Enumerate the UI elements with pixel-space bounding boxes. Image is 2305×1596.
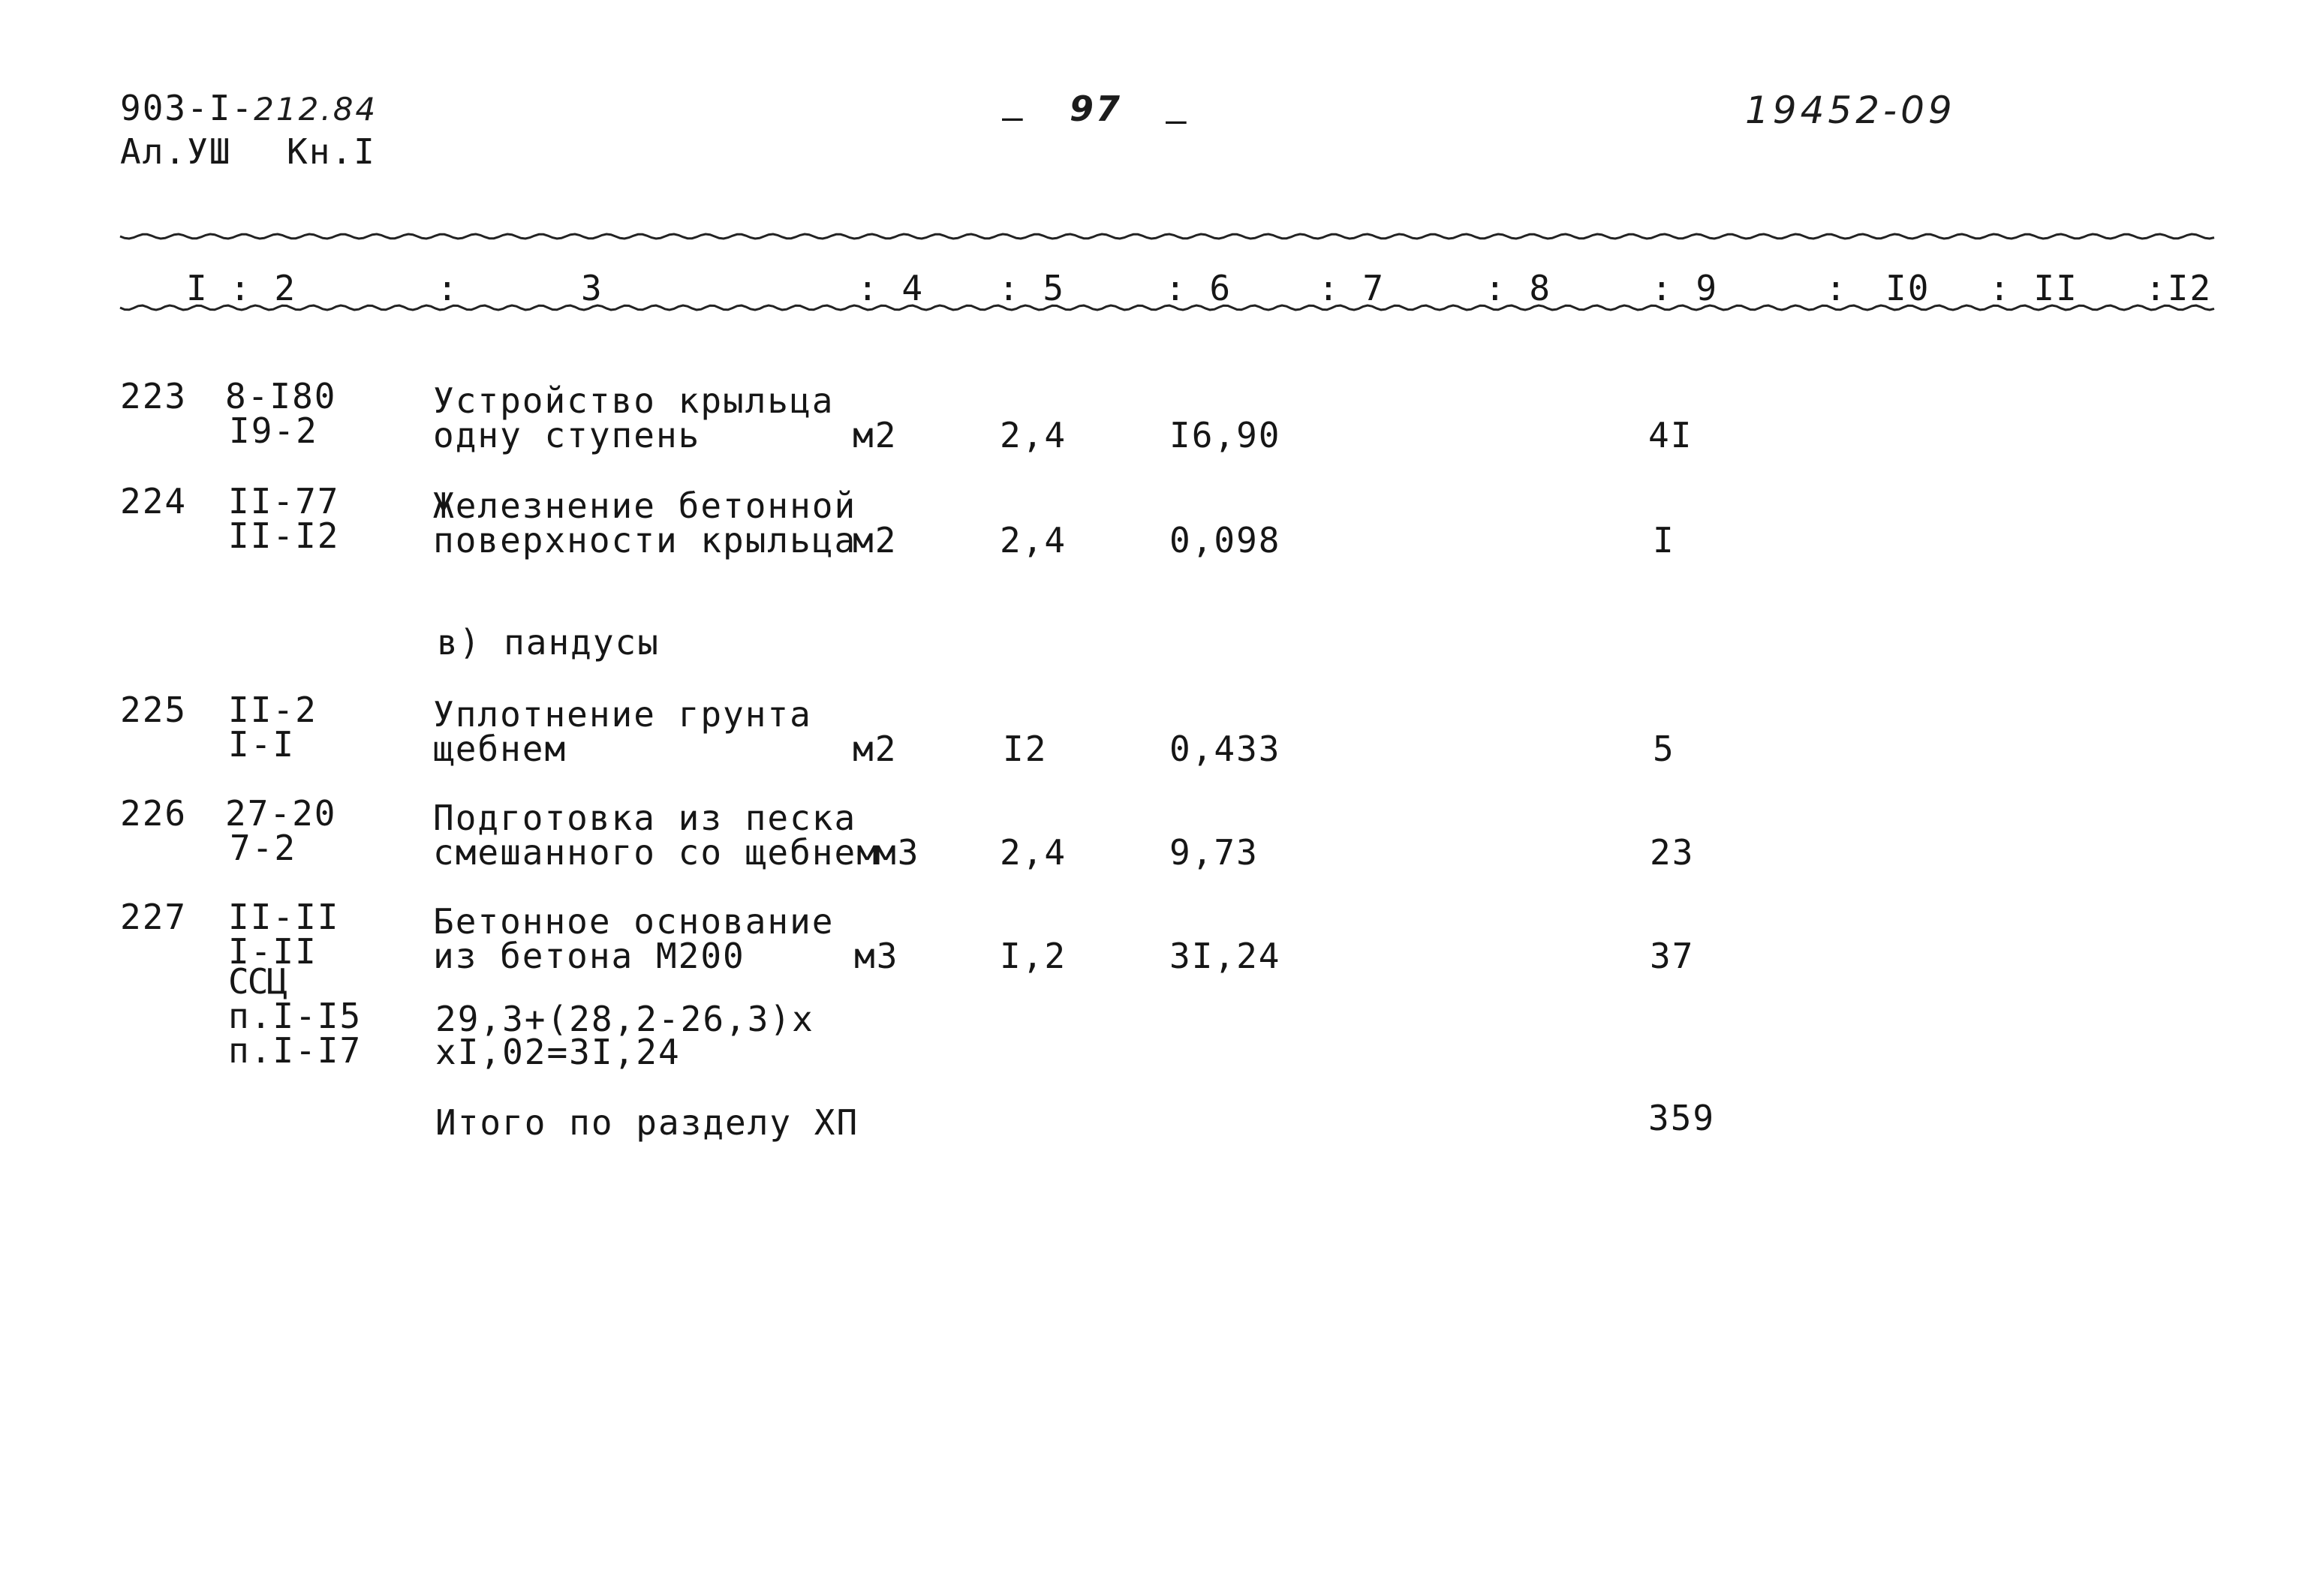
work-description: поверхности крыльца [433,520,857,561]
column-header-label: I [186,268,209,308]
unit-price: 0,433 [1169,729,1281,769]
quantity: I,2 [1000,936,1067,976]
unit-price: 0,098 [1169,520,1281,561]
total-cost: I [1653,520,1675,561]
work-description: одну ступень [433,415,701,455]
work-description: Бетонное основание [433,901,835,942]
norm-code: п.I-I5 [228,996,363,1036]
summary-total: 359 [1648,1098,1716,1138]
norm-code: п.I-I7 [228,1030,363,1071]
norm-code: ССЦ [228,961,287,1002]
norm-code: 7-2 [230,828,297,868]
page-number-dash-left: – [1002,97,1025,137]
top-rule [0,225,2305,248]
unit: м3 [875,832,920,873]
quantity: 2,4 [1000,520,1067,561]
unit-price: 9,73 [1169,832,1259,873]
column-header-label: : 7 [1318,268,1386,308]
page-number: 97 [1070,89,1123,129]
norm-code: II-2 [228,690,317,730]
row-number: 226 [120,793,188,834]
page-number-dash-right: – [1166,100,1188,140]
work-description: щебнем [433,729,567,769]
column-header-label: : 5 [998,268,1066,308]
norm-code: 8-I80 [225,376,337,416]
column-header-label: : 6 [1165,268,1232,308]
norm-code: I9-2 [229,410,318,451]
column-header-label: : 2 [230,268,297,308]
calculation-note: хI,02=3I,24 [435,1032,681,1072]
document-code-handwritten: 212.84 [254,91,378,128]
work-description: Подготовка из песка [433,798,857,838]
total-cost: 23 [1650,832,1695,873]
total-cost: 4I [1648,415,1693,455]
norm-code: II-I2 [228,515,340,556]
unit: м2 [853,520,898,561]
summary-label: Итого по разделу ХП [435,1102,859,1143]
row-number: 225 [120,690,188,730]
header-bottom-rule [0,299,2305,321]
norm-code: II-77 [228,481,340,521]
unit: м2 [853,729,898,769]
archive-number: 19452-09 [1745,89,1956,132]
column-header-label: I0 [1885,268,1930,308]
column-header-label: : [1825,268,1848,308]
work-description: Железнение бетонной [433,485,857,526]
column-header-label: : 8 [1485,268,1552,308]
unit: м3 [854,936,899,976]
total-cost: 5 [1653,729,1675,769]
subsection-heading: в) пандусы [437,622,660,663]
column-header-label: : II [1989,268,2078,308]
norm-code: I-I [228,724,296,765]
unit-price: 3I,24 [1169,936,1281,976]
norm-code: II-II [228,897,340,937]
work-description: Устройство крыльца [433,380,835,421]
row-number: 223 [120,376,188,416]
quantity: I2 [1003,729,1048,769]
column-header-label: : 4 [857,268,925,308]
document-code-prefix: 903-I- [120,88,254,128]
column-header-label: : [437,268,459,308]
unit-price: I6,90 [1169,415,1281,455]
work-description: Уплотнение грунта [433,694,812,735]
norm-code: 27-20 [225,793,337,834]
column-header-label: 3 [581,268,603,308]
book-label: Кн.I [287,131,376,172]
row-number: 224 [120,481,188,521]
unit: м2 [853,415,898,455]
quantity: 2,4 [1000,832,1067,873]
calculation-note: 29,3+(28,2-26,3)х [435,999,814,1039]
column-header-label: :I2 [2145,268,2213,308]
work-description: смешанного со щебнем [433,832,879,873]
total-cost: 37 [1650,936,1695,976]
norm-code: I-II [228,931,317,972]
document-code [120,90,378,128]
album-label: Ал.УШ [120,131,232,172]
row-number: 227 [120,897,188,937]
column-header-label: : 9 [1651,268,1719,308]
work-description: из бетона М200 [433,936,745,976]
quantity: 2,4 [1000,415,1067,455]
